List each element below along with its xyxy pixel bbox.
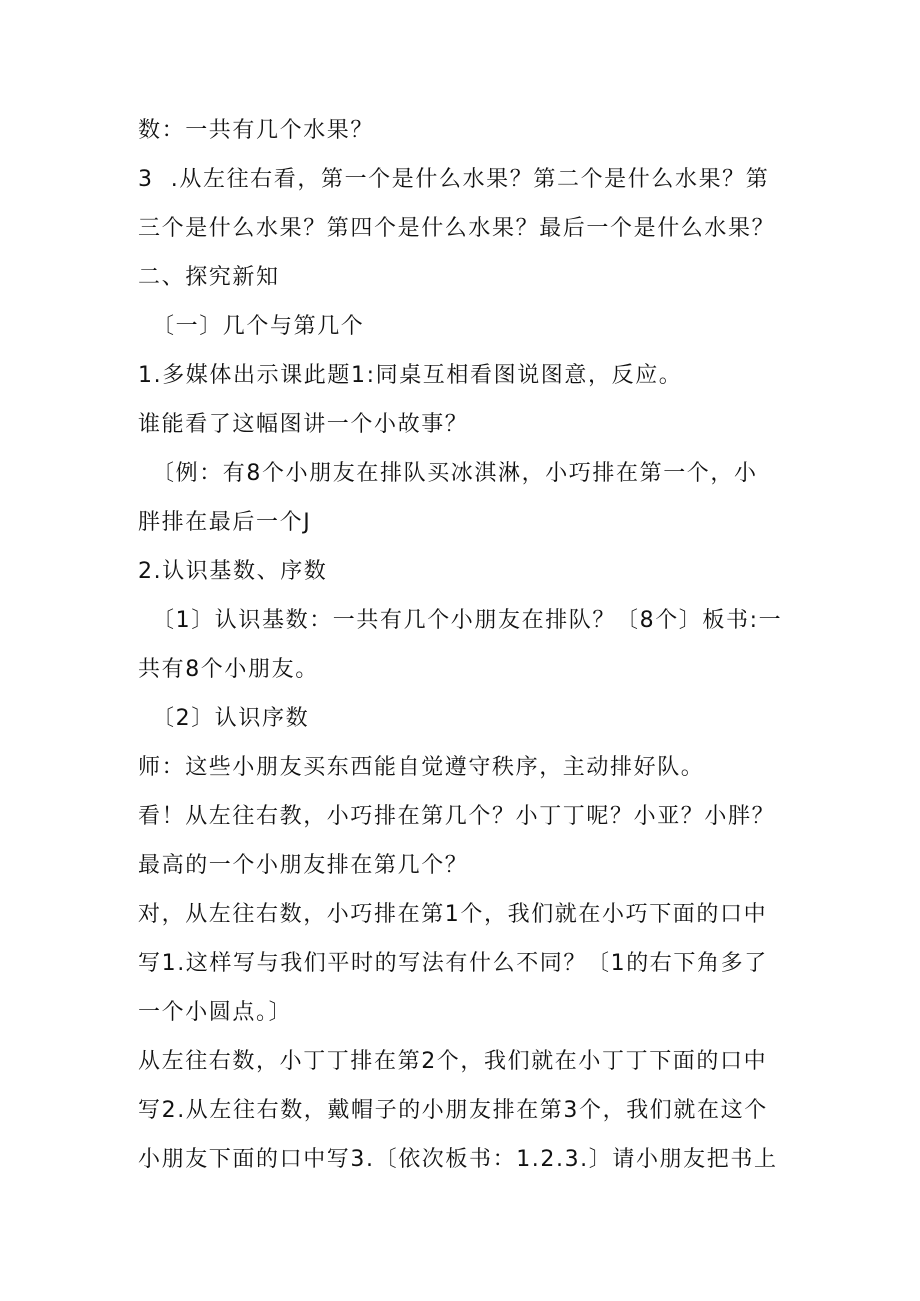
text-line: 胖排在最后一个J xyxy=(138,510,312,535)
text-line: 〔1〕认识基数：一共有几个小朋友在排队？〔8个〕板书:一 xyxy=(152,608,783,633)
text-line: 谁能看了这幅图讲一个小故事？ xyxy=(138,412,469,437)
section-heading: 二、探究新知 xyxy=(138,265,280,290)
text-line: 数：一共有几个水果？ xyxy=(138,118,375,143)
text-line: 共有8个小朋友。 xyxy=(138,657,319,682)
text-line: 一个小圆点。〕 xyxy=(138,1000,293,1025)
text-line: 〔例：有8个小朋友在排队买冰淇淋，小巧排在第一个，小 xyxy=(152,461,758,486)
text-line: 对，从左往右数，小巧排在第1个，我们就在小巧下面的口中 xyxy=(138,902,768,927)
text-line: 写1.这样写与我们平时的写法有什么不同？〔1的右下角多了 xyxy=(138,951,768,976)
text-line: 三个是什么水果？第四个是什么水果？最后一个是什么水果？ xyxy=(138,216,776,241)
text-line: 小朋友下面的口中写3.〔依次板书：1.2.3.〕请小朋友把书上 xyxy=(138,1147,778,1172)
text-line: 〔2〕认识序数 xyxy=(152,706,310,731)
text-line: 2.认识基数、序数 xyxy=(138,559,328,584)
text-line: 看！从左往右教，小巧排在第几个？小丁丁呢？小亚？小胖？ xyxy=(138,804,776,829)
text-line: 师：这些小朋友买东西能自觉遵守秩序，主动排好队。 xyxy=(138,755,705,780)
text-line: 写2.从左往右数，戴帽子的小朋友排在第3个，我们就在这个 xyxy=(138,1098,768,1123)
text-line: 最高的一个小朋友排在第几个？ xyxy=(138,853,469,878)
text-line: 3 .从左往右看，第一个是什么水果？第二个是什么水果？第 xyxy=(138,167,770,192)
text-line: 1.多媒体出示课此题1:同桌互相看图说图意，反应。 xyxy=(138,363,683,388)
subsection-heading: 〔一〕几个与第几个 xyxy=(152,314,365,339)
text-line: 从左往右数，小丁丁排在第2个，我们就在小丁丁下面的口中 xyxy=(138,1049,768,1074)
